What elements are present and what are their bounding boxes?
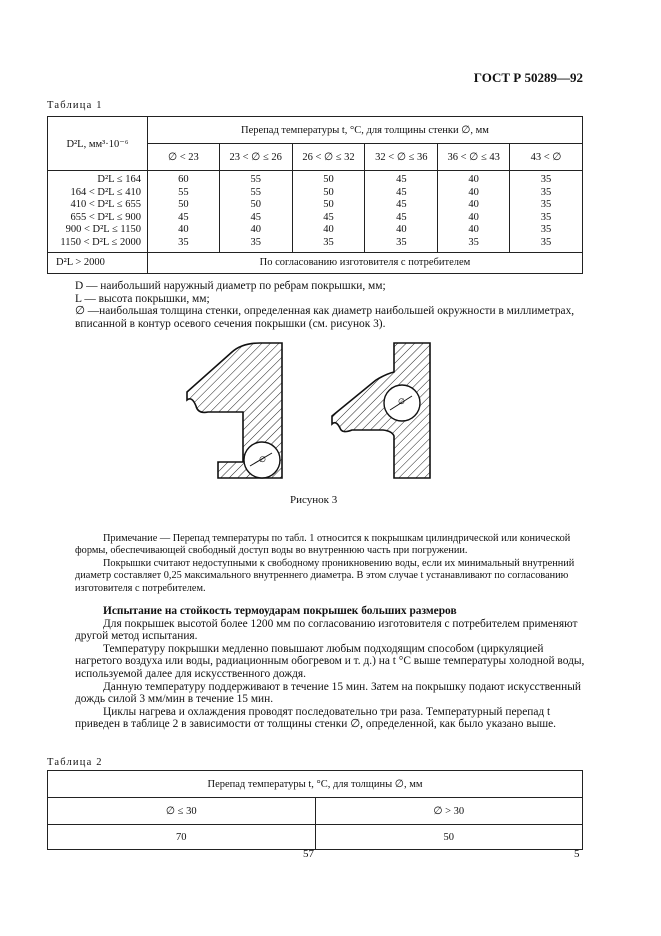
table-cell: 40 <box>323 224 334 236</box>
page-number-right: 5 <box>574 848 580 860</box>
table-cell: 35 <box>540 199 552 211</box>
last-row-text: По согласованию изготовителя с потребителем <box>147 252 582 273</box>
table-cell: 45 <box>396 174 407 185</box>
table2-caption: Таблица 2 <box>47 757 103 768</box>
table-cell: 50 <box>323 199 334 211</box>
column-header: 36 < ∅ ≤ 43 <box>438 144 510 171</box>
paragraph: Данную температуру поддерживают в течение 15 мин. Затем на покрышку подают искусственный дождь силой 3 мм/мин в течение 15 мин. <box>75 680 581 706</box>
row-label: 164 < D²L ≤ 410 <box>70 186 141 198</box>
table-cell: 60 <box>178 174 189 185</box>
table1-caption: Таблица 1 <box>47 100 103 111</box>
table-cell: 40 <box>468 174 479 185</box>
figure-caption: Рисунок 3 <box>290 494 338 506</box>
table-cell: 50 <box>315 825 583 850</box>
column-header: ∅ ≤ 30 <box>48 798 316 825</box>
table-1 <box>47 116 583 274</box>
table-cell: 70 <box>48 825 316 850</box>
figure-3-drawing <box>180 340 460 485</box>
table-cell: 35 <box>178 236 189 248</box>
table-cell: 40 <box>468 199 479 211</box>
row-header-cell: D²L, мм³·10⁻⁶ <box>48 117 148 171</box>
column-values <box>147 171 219 253</box>
table-cell: 40 <box>178 224 189 236</box>
table-2 <box>47 770 583 850</box>
table-cell: 35 <box>396 236 407 248</box>
table-cell: 55 <box>178 186 189 198</box>
table-cell: 45 <box>396 186 407 198</box>
definition-d: D — наибольший наружный диаметр по ребрам покрышки, мм; <box>75 280 386 292</box>
table-cell: 35 <box>540 236 552 248</box>
table-cell: 40 <box>250 224 261 236</box>
left-diameter-symbol: ∅ <box>259 455 266 464</box>
group-header-cell: Перепад температуры t, °С, для толщины стенки ∅, мм <box>147 117 582 144</box>
column-header: ∅ > 30 <box>315 798 583 825</box>
column-header: 26 < ∅ ≤ 32 <box>292 144 365 171</box>
column-values <box>365 171 438 253</box>
table-cell: 35 <box>540 224 552 236</box>
table-cell: 40 <box>468 186 479 198</box>
table-cell: 40 <box>468 224 479 236</box>
row-labels <box>48 171 148 253</box>
column-header: 43 < ∅ <box>510 144 583 171</box>
definitions <box>75 280 585 330</box>
table-cell: 45 <box>250 211 261 223</box>
row-label: 1150 < D²L ≤ 2000 <box>60 236 141 248</box>
table2-header: Перепад температуры t, °С, для толщины ∅, мм <box>48 771 583 798</box>
right-diameter-symbol: ∅ <box>398 397 405 406</box>
column-header: 32 < ∅ ≤ 36 <box>365 144 438 171</box>
document-header: ГОСТ Р 50289—92 <box>473 70 583 85</box>
table-cell: 35 <box>250 236 261 248</box>
table-cell: 45 <box>178 211 189 223</box>
table-cell: 50 <box>178 199 189 211</box>
row-label: D²L ≤ 164 <box>97 174 141 185</box>
table-cell: 40 <box>396 224 407 236</box>
table-cell: 50 <box>250 199 261 211</box>
column-header: ∅ < 23 <box>147 144 219 171</box>
paragraph: Температуру покрышки медленно повышают любым подходящим способом (циркуляцией нагретого воздуха или воды, радиационным обогревом и т. д.) на t °С выше температуры холодной воды, используемой далее для искусственного дождя. <box>75 642 585 680</box>
table-cell: 50 <box>323 186 334 198</box>
table-cell: 45 <box>396 211 407 223</box>
table-cell: 55 <box>250 186 261 198</box>
table-cell: 45 <box>323 211 334 223</box>
note-2: Покрышки считают недоступными к свободному проникновению воды, если их минимальный внутренний диаметр составляет 0,25 максимального внутреннего диаметра. В этом случае t устанавливают по согласованию изготовителя с потребителем. <box>75 557 575 594</box>
section-title: Испытание на стойкость термоударам покрышек больших размеров <box>103 605 457 617</box>
column-values <box>438 171 510 253</box>
table-cell: 35 <box>540 186 552 198</box>
column-values <box>219 171 292 253</box>
row-label: 655 < D²L ≤ 900 <box>70 211 141 223</box>
row-label: 900 < D²L ≤ 1150 <box>65 224 141 236</box>
table-cell: 55 <box>250 174 261 185</box>
table-cell: 40 <box>468 211 479 223</box>
column-values <box>292 171 365 253</box>
table-cell: 45 <box>396 199 407 211</box>
table-cell: 50 <box>323 174 334 185</box>
definition-wall: ∅ —наибольшая толщина стенки, определенная как диаметр наибольшей окружности в миллиметрах, вписанной в контур осевого сечения покрышки (см. рисунок 3). <box>75 305 575 330</box>
note-1: Примечание — Перепад температуры по табл. 1 относится к покрышкам цилиндрической или конической формы, обеспечивающей свободный доступ воды во внутреннюю часть при погружении. <box>75 533 571 557</box>
notes <box>75 533 585 595</box>
row-label: 410 < D²L ≤ 655 <box>70 199 141 211</box>
table-cell: 35 <box>540 174 552 185</box>
table-cell: 35 <box>323 236 334 248</box>
paragraph: Циклы нагрева и охлаждения проводят последовательно три раза. Температурный перепад t приведен в таблице 2 в зависимости от толщины стенки ∅, определенной, как было указано выше. <box>75 705 557 731</box>
table-cell: 35 <box>540 211 552 223</box>
table-cell: 35 <box>468 236 479 248</box>
page-number-center: 57 <box>303 848 314 860</box>
last-row-label: D²L > 2000 <box>48 252 148 273</box>
section-block <box>75 605 585 731</box>
column-header: 23 < ∅ ≤ 26 <box>219 144 292 171</box>
paragraph: Для покрышек высотой более 1200 мм по согласованию изготовителя с потребителем применяют другой метод испытания. <box>75 617 578 643</box>
column-values <box>510 171 583 253</box>
definition-l: L — высота покрышки, мм; <box>75 292 210 305</box>
